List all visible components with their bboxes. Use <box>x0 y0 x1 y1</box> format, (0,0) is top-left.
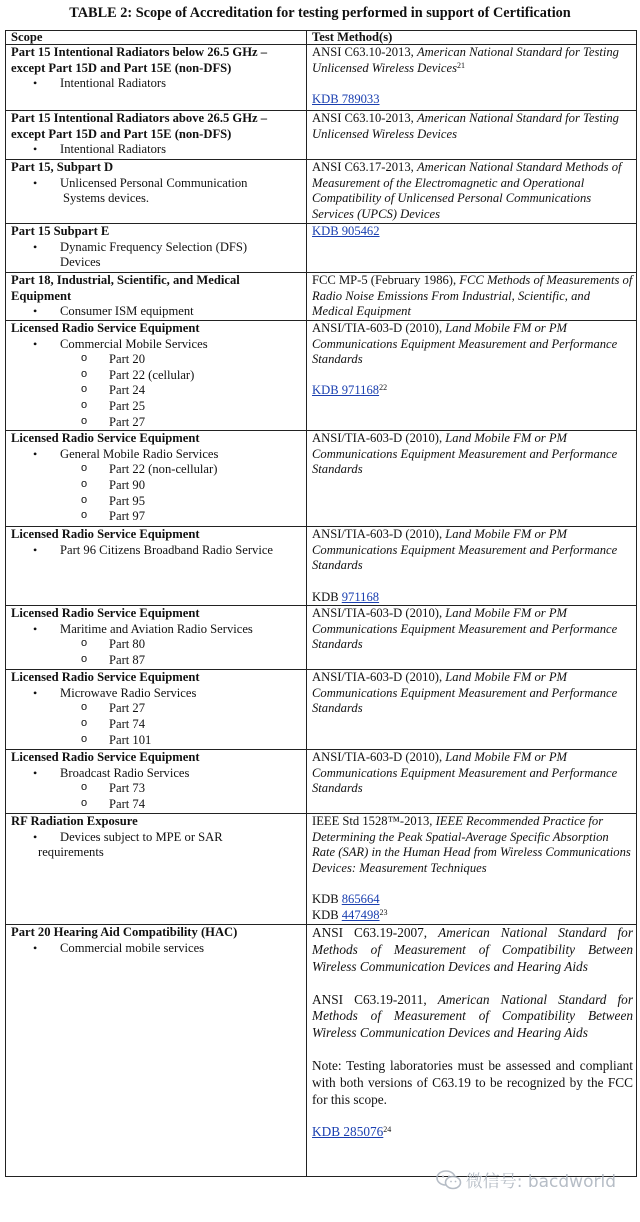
scope-sub-item: o Part 74 <box>11 717 303 733</box>
method-cell <box>307 925 637 1177</box>
table-row <box>6 606 637 670</box>
kdb-link[interactable]: 447498 <box>341 907 380 922</box>
method-cell <box>307 111 637 160</box>
method-reference: IEEE Std 1528™-2013, <box>312 814 433 829</box>
scope-bullet: • Part 96 Citizens Broadband Radio Service <box>11 543 303 559</box>
method-title: Land Mobile FM or PM Communications Equipment Measurement and Performance Standards <box>312 670 618 716</box>
method-reference: ANSI/TIA-603-D (2010), <box>312 750 443 765</box>
table-row <box>6 814 637 925</box>
method-reference: ANSI/TIA-603-D (2010), <box>312 527 443 542</box>
kdb-prefix: KDB <box>312 907 339 922</box>
scope-bullet-continuation: Systems devices. <box>63 191 150 206</box>
scope-sub-item: o Part 95 <box>11 494 303 510</box>
kdb-link[interactable]: KDB 789033 <box>312 91 380 106</box>
kdb-prefix: KDB <box>312 589 339 604</box>
scope-bullet: • Microwave Radio Services <box>11 686 303 702</box>
method-title: American National Standard for Methods of Measurement of Compatibility Between Wireless Communication Devices and Hearing Aids <box>312 991 633 1041</box>
scope-title: Part 15 Intentional Radiators above 26.5 GHz – except Part 15D and Part 15E (non-DFS) <box>11 111 268 141</box>
method-cell <box>307 273 637 321</box>
table-row <box>6 750 637 814</box>
scope-cell <box>6 527 307 606</box>
scope-bullet: • Intentional Radiators <box>11 142 303 158</box>
scope-bullet: • Broadcast Radio Services <box>11 766 303 782</box>
scope-sub-item: o Part 80 <box>11 637 303 653</box>
scope-title: Licensed Radio Service Equipment <box>11 670 200 685</box>
scope-sub-item: o Part 90 <box>11 478 303 494</box>
method-reference: ANSI C63.10-2013, <box>312 45 414 59</box>
kdb-link[interactable]: 865664 <box>341 892 380 907</box>
method-title: American National Standard for Testing Unlicensed Wireless Devices <box>312 111 619 141</box>
table-row <box>6 321 637 431</box>
method-note: Note: Testing laboratories must be assessed and compliant with both versions of C63.19 to be recognized by the FCC for this scope. <box>312 1057 633 1107</box>
table-row <box>6 111 637 160</box>
scope-title: Licensed Radio Service Equipment <box>11 750 200 765</box>
scope-cell <box>6 160 307 224</box>
table-row <box>6 527 637 606</box>
footnote-marker: 23 <box>379 907 388 917</box>
scope-bullet: • General Mobile Radio Services <box>11 447 303 463</box>
method-cell <box>307 606 637 670</box>
scope-bullet: • Devices subject to MPE or SAR <box>11 830 303 846</box>
table-title: TABLE 2: Scope of Accreditation for testing performed in support of Certification <box>69 5 571 21</box>
method-reference: ANSI C63.17-2013, <box>312 160 414 174</box>
method-cell <box>307 814 637 925</box>
scope-cell <box>6 750 307 814</box>
scope-cell <box>6 431 307 527</box>
scope-sub-item: o Part 97 <box>11 509 303 525</box>
watermark-text: 微信号: bacdworld <box>465 1172 616 1192</box>
scope-title: RF Radiation Exposure <box>11 814 138 829</box>
scope-cell <box>6 224 307 273</box>
scope-sub-item: o Part 27 <box>11 701 303 717</box>
method-title: American National Standard Methods of Measurement of the Electromagnetic and Operational Compatibility of Unlicensed Personal Communications Services (UPCS) Devices <box>312 160 622 221</box>
scope-title: Part 15, Subpart D <box>11 160 114 174</box>
method-cell <box>307 431 637 527</box>
scope-cell <box>6 111 307 160</box>
kdb-link[interactable]: KDB 905462 <box>312 224 380 238</box>
footnote-marker: 22 <box>379 383 388 393</box>
method-reference: FCC MP-5 (February 1986), <box>312 273 457 287</box>
kdb-link[interactable]: KDB 285076 <box>312 1124 384 1140</box>
method-cell <box>307 321 637 431</box>
table-header-row <box>6 31 637 45</box>
scope-sub-item: o Part 73 <box>11 781 303 797</box>
scope-bullet: • Commercial mobile services <box>11 941 303 957</box>
scope-sub-item: o Part 101 <box>11 733 303 749</box>
header-test-methods: Test Method(s) <box>307 31 637 45</box>
footnote-marker: 24 <box>383 1125 392 1135</box>
method-title: IEEE Recommended Practice for Determining the Peak Spatial-Average Specific Absorption Rate (SAR) in the Human Head from Wireless Communications Devices: Measurement Techniques <box>312 814 631 875</box>
scope-title: Part 15 Intentional Radiators below 26.5 GHz – except Part 15D and Part 15E (non-DFS) <box>11 45 268 75</box>
scope-bullet: • Consumer ISM equipment <box>11 304 303 320</box>
wechat-icon <box>436 1170 462 1190</box>
table-row <box>6 45 637 111</box>
scope-title: Licensed Radio Service Equipment <box>11 606 200 621</box>
scope-cell <box>6 606 307 670</box>
scope-cell <box>6 321 307 431</box>
scope-sub-item: o Part 20 <box>11 352 303 368</box>
scope-title: Part 15 Subpart E <box>11 224 110 238</box>
header-scope: Scope <box>6 31 307 45</box>
method-reference: ANSI C63.10-2013, <box>312 111 414 125</box>
method-reference: ANSI C63.19-2007, <box>312 925 428 941</box>
scope-title: Licensed Radio Service Equipment <box>11 431 200 446</box>
scope-cell <box>6 45 307 111</box>
method-title: Land Mobile FM or PM Communications Equipment Measurement and Performance Standards <box>312 606 618 652</box>
method-cell <box>307 224 637 273</box>
method-title: Land Mobile FM or PM Communications Equipment Measurement and Performance Standards <box>312 321 618 367</box>
scope-sub-item: o Part 25 <box>11 399 303 415</box>
method-cell <box>307 750 637 814</box>
scope-title: Part 18, Industrial, Scientific, and Medical Equipment <box>11 273 240 303</box>
method-title: Land Mobile FM or PM Communications Equipment Measurement and Performance Standards <box>312 750 618 796</box>
scope-sub-item: o Part 87 <box>11 653 303 669</box>
method-title: Land Mobile FM or PM Communications Equipment Measurement and Performance Standards <box>312 431 618 477</box>
accreditation-table <box>5 30 637 1177</box>
scope-bullet: • Commercial Mobile Services <box>11 337 303 353</box>
method-cell <box>307 670 637 750</box>
table-row <box>6 224 637 273</box>
scope-cell <box>6 273 307 321</box>
method-title: American National Standard for Methods of Measurement of Compatibility Between Wireless Communication Devices and Hearing Aids <box>312 925 633 974</box>
scope-bullet: • Intentional Radiators <box>11 76 303 92</box>
scope-cell <box>6 925 307 1177</box>
table-row <box>6 160 637 224</box>
method-reference: ANSI/TIA-603-D (2010), <box>312 431 443 446</box>
watermark <box>436 1167 616 1192</box>
table-row <box>6 925 637 1177</box>
table-row <box>6 670 637 750</box>
scope-cell <box>6 670 307 750</box>
scope-sub-item: o Part 27 <box>11 415 303 431</box>
scope-title: Licensed Radio Service Equipment <box>11 527 200 542</box>
scope-title: Licensed Radio Service Equipment <box>11 321 200 335</box>
scope-sub-item: o Part 24 <box>11 383 303 399</box>
kdb-link[interactable]: 971168 <box>341 589 380 604</box>
scope-bullet: • Dynamic Frequency Selection (DFS) Devices <box>11 240 303 271</box>
footnote-marker: 21 <box>457 60 466 70</box>
method-reference: ANSI C63.19-2011, <box>312 991 427 1007</box>
table-row <box>6 273 637 321</box>
scope-cell <box>6 814 307 925</box>
table-row <box>6 431 637 527</box>
method-cell <box>307 45 637 111</box>
kdb-link[interactable]: KDB 971168 <box>312 383 380 398</box>
method-title: American National Standard for Testing Unlicensed Wireless Devices <box>312 45 619 75</box>
method-reference: ANSI/TIA-603-D (2010), <box>312 606 443 621</box>
method-reference: ANSI/TIA-603-D (2010), <box>312 670 443 685</box>
scope-title: Part 20 Hearing Aid Compatibility (HAC) <box>11 925 238 940</box>
method-reference: ANSI/TIA-603-D (2010), <box>312 321 443 335</box>
kdb-prefix: KDB <box>312 892 339 907</box>
method-title: FCC Methods of Measurements of Radio Noise Emissions From Industrial, Scientific, and Medical Equipment <box>312 273 633 319</box>
scope-sub-item: o Part 22 (cellular) <box>11 368 303 384</box>
method-cell <box>307 527 637 606</box>
method-cell <box>307 160 637 224</box>
scope-sub-item: o Part 22 (non-cellular) <box>11 462 303 478</box>
scope-sub-item: o Part 74 <box>11 797 303 813</box>
scope-bullet-continuation: requirements <box>38 845 104 860</box>
scope-bullet: • Maritime and Aviation Radio Services <box>11 622 303 638</box>
scope-bullet: • Unlicensed Personal Communication <box>11 176 303 192</box>
method-title: Land Mobile FM or PM Communications Equipment Measurement and Performance Standards <box>312 527 618 573</box>
